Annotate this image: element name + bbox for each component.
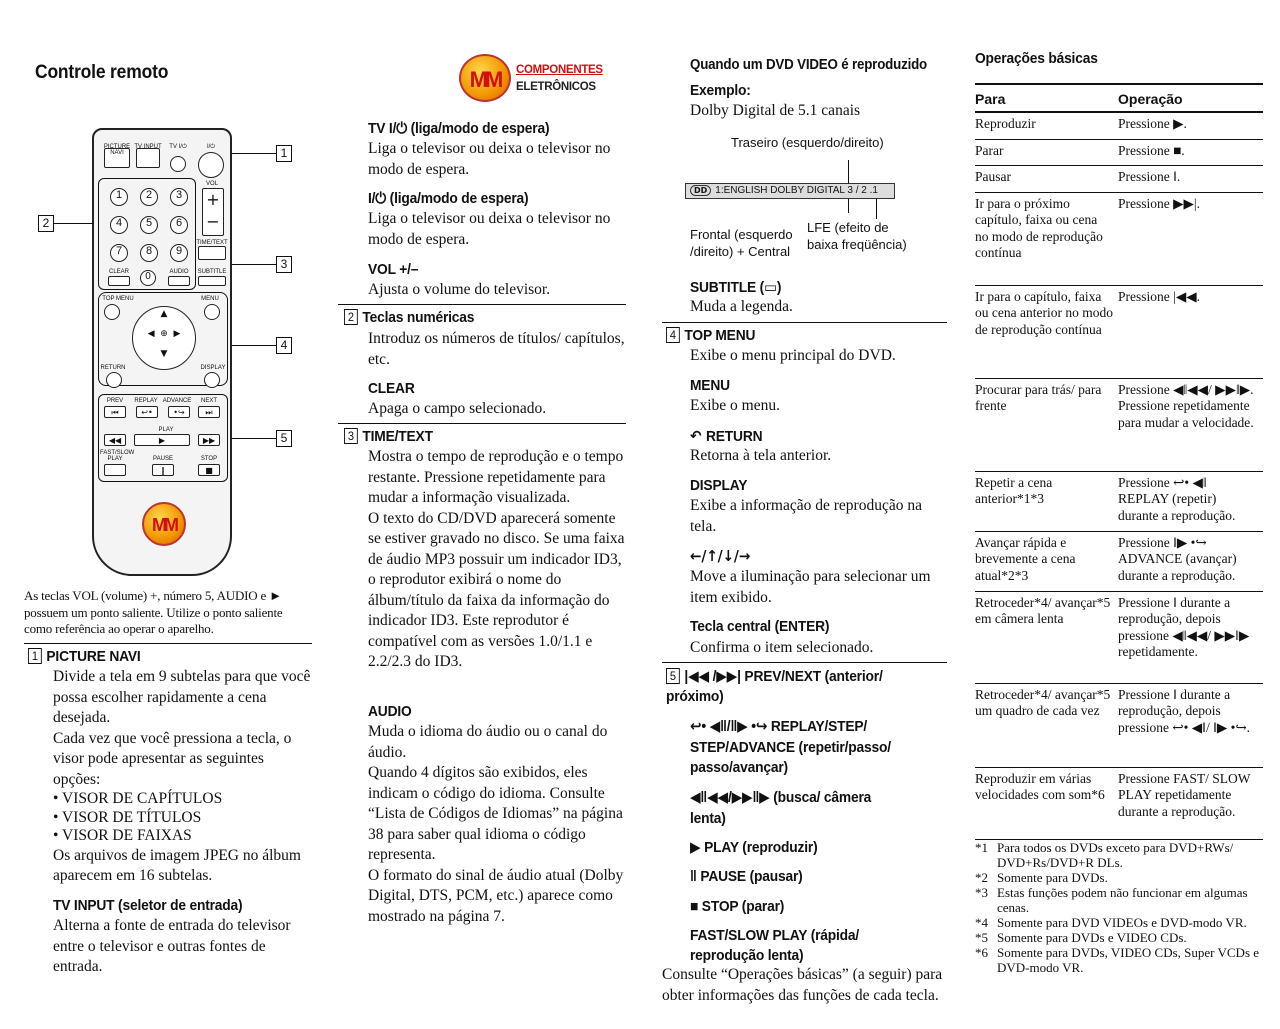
footnote-text: Somente para DVDs, VIDEO CDs, Super VCDs e DVD-modo VR. [997,945,1260,975]
sec1-list-item: • VISOR DE CAPÍTULOS [53,790,223,807]
brand-logo [459,54,511,102]
diagram-lfe-label: LFE (efeito de baixa freqüência) [807,220,907,252]
operations-table [975,83,1263,840]
sec5-heading [666,667,924,707]
cell-operacao: Pressione ▶▶|. [1118,192,1263,285]
digit-0: 0 [140,270,156,286]
sec1-list-item: • VISOR DE FAIXAS [53,827,192,844]
sec3-number: 3 [344,428,358,444]
tv-power-heading: TV I/⏻ (liga/modo de espera) [368,120,550,137]
cell-para: Avançar rápida e brevemente a cena atual*2*3 [975,531,1118,591]
callout-1: 1 [276,145,292,162]
callout-line-4 [232,345,276,346]
clear-label: CLEAR [108,269,129,275]
menu-text: Exibe o menu. [690,397,780,414]
table-row [975,683,1263,767]
fast-slow-text: Consulte “Operações básicas” (a seguir) para obter informações das funções de cada tecla. [662,966,943,1004]
play-heading: ▶ PLAY (reproduzir) [690,839,818,856]
cell-para: Parar [975,139,1118,166]
cell-para: Repetir a cena anterior*1*3 [975,471,1118,531]
rule-2 [338,304,626,305]
cell-para: Pausar [975,166,1118,193]
subtitle-label: SUBTITLE [197,269,227,275]
time-text-button [198,246,226,260]
sec4-heading [666,327,755,344]
cell-para: Retroceder*4/ avançar*5 um quadro de cada vez [975,683,1118,767]
pause-heading: ‖ PAUSE (pausar) [690,868,803,885]
digit-1: 1 [110,188,128,206]
callout-line-1 [232,153,276,154]
tv-input-heading: TV INPUT (seletor de entrada) [53,897,243,914]
osd-audio-display [685,183,895,199]
table-body [975,112,1263,839]
osd-text: 1:ENGLISH DOLBY DIGITAL 3 / 2 .1 [715,185,878,196]
sec1-number: 1 [28,648,42,664]
clear-text: Apaga o campo selecionado. [368,400,547,417]
cell-operacao: Pressione ‖. [1118,166,1263,193]
time-text-label: TIME/TEXT [196,240,228,246]
rewind-button: ◀◀ [104,434,126,446]
cell-para: Reproduzir [975,112,1118,139]
menu-label: MENU [201,296,219,302]
sec3-heading [344,428,433,445]
header-para: Para [975,84,1118,112]
diagram-rear-label: Traseiro (esquerdo/direito) [731,135,884,150]
dot-note: As teclas VOL (volume) +, número 5, AUDIO e ► possuem um ponto saliente. Utilize o ponto saliente como referência ao operar o aparelho. [24,588,283,636]
audio-text2: Quando 4 dígitos são exibidos, eles indicam o código do idioma. Consulte “Lista de Códigos de Idiomas” na página 38 para saber qual idioma o código representa. [368,764,623,863]
brand-logo-remote-text: MM [152,515,176,535]
cell-operacao: Pressione ↩• ◀‖ REPLAY (repetir) durante a reprodução. [1118,471,1263,531]
tv-power-label: TV I/⏻ [169,144,187,150]
table-row [975,139,1263,166]
cell-operacao: Pressione ‖▶ •↪ ADVANCE (avançar) durante a reprodução. [1118,531,1263,591]
subtitle-button [198,276,226,286]
fast-slow-label: FAST/SLOW PLAY [100,450,135,462]
tv-power-text: Liga o televisor ou deixa o televisor no modo de espera. [368,140,611,178]
advance-label: ADVANCE [162,398,192,404]
sec5-title: |◀◀ /▶▶| PREV/NEXT (anterior/ próximo) [666,668,883,705]
footnote-marker: *2 [975,870,988,885]
cell-operacao: Pressione ‖ durante a reprodução, depois pressione ◀‖◀◀/ ▶▶‖▶ repetidamente. [1118,591,1263,683]
subtitle-text: Muda a legenda. [690,298,793,315]
sec3-body [368,447,630,673]
callout-5: 5 [276,430,292,447]
callout-line-5 [232,438,276,439]
power-button [198,152,224,178]
footnote-text: Somente para DVD VIDEOs e DVD-modo VR. [997,915,1247,930]
cell-para: Ir para o próximo capítulo, faixa ou cena no modo de reprodução contínua [975,192,1118,285]
replay-button: ↩• [136,406,158,418]
diagram-line-rear [848,160,849,184]
sec3-text2: O texto do CD/DVD aparecerá somente se estiver gravado no disco. Se uma faixa de áudio MP3 possuir um indicador ID3, o reprodutor exibirá o nome do álbum/título da faixa da informação do indicador ID3. Este reprodutor é compatível com as versões 1.0/1.1 e 2.2/2.3 do ID3. [368,509,625,670]
return-icon: ↶ [690,427,706,445]
basic-operations-title: Operações básicas [975,50,1098,67]
footnote [975,915,1263,930]
power-heading: I/⏻ (liga/modo de espera) [368,190,529,207]
footnote-marker: *6 [975,945,988,960]
play-label: PLAY [158,427,174,433]
footnote [975,930,1263,945]
rule-5 [662,662,947,663]
cell-para: Reproduzir em várias velocidades com som*6 [975,767,1118,839]
audio-text3: O formato do sinal de áudio atual (Dolby Digital, DTS, PCM, etc.) aparece como mostrado na página 7. [368,866,624,925]
cell-operacao: Pressione ▶. [1118,112,1263,139]
sec3-title: TIME/TEXT [362,428,433,445]
power-text: Liga o televisor ou deixa o televisor no modo de espera. [368,210,611,248]
vol-label: VOL [205,181,218,187]
footnote-marker: *5 [975,930,988,945]
return-title: RETURN [705,428,763,445]
digit-3: 3 [170,188,188,206]
dolby-icon: DD [690,185,711,196]
sec1-list-item: • VISOR DE TÍTULOS [53,808,202,826]
callout-3: 3 [276,256,292,273]
footnote-text: Somente para DVDs. [997,870,1108,885]
sec1-text3: Os arquivos de imagem JPEG no álbum aparecem em 16 subtelas. [53,846,301,884]
table-row [975,285,1263,378]
next-button: ⏭ [198,406,220,418]
table-row [975,591,1263,683]
subtitle-heading: SUBTITLE (▭) [690,279,782,296]
footnote-text: Somente para DVDs e VIDEO CDs. [997,930,1187,945]
prev-button: ⏮ [104,406,126,418]
stop-button: ■ [198,464,220,476]
vol-text: Ajusta o volume do televisor. [368,281,551,298]
sec1-text: Divide a tela em 9 subtelas para que você possa escolher rapidamente a cena desejada. [53,668,311,726]
clear-button [108,276,130,286]
footnote [975,870,1263,885]
diagram-line-lfe [876,199,877,219]
pause-label: PAUSE [153,456,173,462]
brand-name-line2: ELETRÔNICOS [516,81,596,93]
table-row [975,471,1263,531]
prev-label: PREV [106,398,124,404]
return-button [106,372,122,388]
table-row [975,531,1263,591]
play-button: ▶ [134,434,190,446]
forward-button: ▶▶ [198,434,220,446]
stop-label: STOP [200,456,218,462]
callout-line-3 [232,264,276,265]
display-heading: DISPLAY [690,477,748,494]
rule-1 [24,643,312,644]
enter-heading: Tecla central (ENTER) [690,618,830,635]
top-menu-button [104,304,120,320]
advance-button: •↪ [168,406,190,418]
rule-4 [662,322,947,323]
sec2-text: Introduz os números de títulos/ capítulos, etc. [368,330,625,368]
table-row [975,112,1263,139]
example-heading: Exemplo: [690,82,751,99]
tv-power-button [170,156,186,172]
digit-5: 5 [140,216,158,234]
tv-input-button [136,148,160,168]
sec1-body [53,667,315,887]
vol-rocker: + − [202,188,224,236]
sec1-heading [28,648,141,665]
footnote-marker: *1 [975,840,988,855]
footnote-text: Estas funções podem não funcionar em algumas cenas. [997,885,1248,915]
audio-label: AUDIO [169,269,189,275]
arrows-text: Move a iluminação para selecionar um item exibido. [690,568,931,606]
brand-name-line1: COMPONENTES [516,64,603,76]
diagram-front-label: Frontal (esquerdo /direito) + Central [690,227,793,259]
brand-logo-text: MM [469,67,501,92]
footnote-text: Para todos os DVDs exceto para DVD+RWs/ DVD+Rs/DVD+R DLs. [997,840,1234,870]
display-button [204,372,220,388]
digit-9: 9 [170,244,188,262]
cell-para: Procurar para trás/ para frente [975,378,1118,471]
tv-input-text: Alterna a fonte de entrada do televisor entre o televisor e outras fontes de entrada. [53,917,291,975]
remote-control-illustration [92,128,232,576]
table-row [975,378,1263,471]
page-title: Controle remoto [35,62,169,83]
cell-para: Retroceder*4/ avançar*5 em câmera lenta [975,591,1118,683]
sec2-heading [344,309,474,326]
table-header-row [975,84,1263,112]
digit-2: 2 [140,188,158,206]
audio-heading: AUDIO [368,703,412,720]
footnote-marker: *4 [975,915,988,930]
callout-line-2 [54,223,94,224]
table-row [975,192,1263,285]
digit-6: 6 [170,216,188,234]
sec4-number: 4 [666,327,680,343]
cell-operacao: Pressione ‖ durante a reprodução, depois pressione ↩• ◀‖/ ‖▶ •↪. [1118,683,1263,767]
return-text: Retorna à tela anterior. [690,447,832,464]
scan-heading: ◀‖◀◀/▶▶‖▶ (busca/ câmera lenta) [690,789,872,827]
audio-body [368,722,630,927]
callout-2: 2 [38,215,54,232]
sec2-title: Teclas numéricas [362,309,475,326]
menu-heading: MENU [690,377,730,394]
callout-4: 4 [276,337,292,354]
digit-8: 8 [140,244,158,262]
rule-3 [338,423,626,424]
sec4-title: TOP MENU [684,327,756,344]
arrows-heading: ←/↑/↓/→ [690,547,751,565]
footnotes [975,840,1263,975]
audio-text: Muda o idioma do áudio ou o canal do áudio. [368,723,608,761]
pause-button: ‖ [152,464,174,476]
replay-heading: ↩• ◀‖/‖▶ •↪ REPLAY/STEP/ STEP/ADVANCE (repetir/passo/ passo/avançar) [690,718,891,776]
sec1-text2: Cada vez que você pressiona a tecla, o visor pode apresentar as seguintes opções: [53,729,292,788]
display-label: DISPLAY [200,365,226,371]
footnote [975,885,1263,915]
picture-navi-label: PICTURE NAVI [103,144,131,156]
table-row [975,166,1263,193]
stop-heading: ■ STOP (parar) [690,898,785,915]
cell-operacao: Pressione ■. [1118,139,1263,166]
cell-operacao: Pressione FAST/ SLOW PLAY repetidamente durante a reprodução. [1118,767,1263,839]
header-operacao: Operação [1118,84,1263,112]
brand-logo-remote [142,502,186,546]
example-text: Dolby Digital de 5.1 canais [690,102,861,119]
sec2-number: 2 [344,309,358,325]
sec5-number: 5 [666,668,680,684]
cell-para: Ir para o capítulo, faixa ou cena anterior no modo de reprodução contínua [975,285,1118,378]
enter-text: Confirma o item selecionado. [690,639,874,656]
vol-heading: VOL +/– [368,261,419,278]
table-row [975,767,1263,839]
menu-button [204,304,220,320]
sec1-title: PICTURE NAVI [46,648,141,665]
return-label: RETURN [100,365,126,371]
digit-7: 7 [110,244,128,262]
digit-4: 4 [110,216,128,234]
footnote [975,840,1263,870]
sec3-text: Mostra o tempo de reprodução e o tempo restante. Pressione repetidamente para mudar a informação visualizada. [368,448,624,506]
tv-input-label: TV INPUT [134,144,162,150]
next-label: NEXT [200,398,217,404]
footnote-marker: *3 [975,885,988,900]
clear-heading: CLEAR [368,380,415,397]
fast-slow-button [104,464,126,476]
dvd-heading: Quando um DVD VIDEO é reproduzido [690,57,928,73]
diagram-line-front [848,199,849,213]
footnote [975,945,1263,975]
cell-operacao: Pressione ◀‖◀◀/ ▶▶‖▶. Pressione repetidamente para mudar a velocidade. [1118,378,1263,471]
fast-slow-heading: FAST/SLOW PLAY (rápida/ reprodução lenta) [690,927,860,964]
sec4-text: Exibe o menu principal do DVD. [690,347,896,364]
direction-pad: ▲ ◀ ⊕ ▶ ▼ [132,306,196,370]
return-heading [690,427,762,445]
display-text: Exibe a informação de reprodução na tela. [690,497,922,535]
power-label: I/⏻ [206,144,216,150]
cell-operacao: Pressione |◀◀. [1118,285,1263,378]
audio-button [168,276,190,286]
replay-label: REPLAY [134,398,158,404]
top-menu-label: TOP MENU [102,296,134,302]
